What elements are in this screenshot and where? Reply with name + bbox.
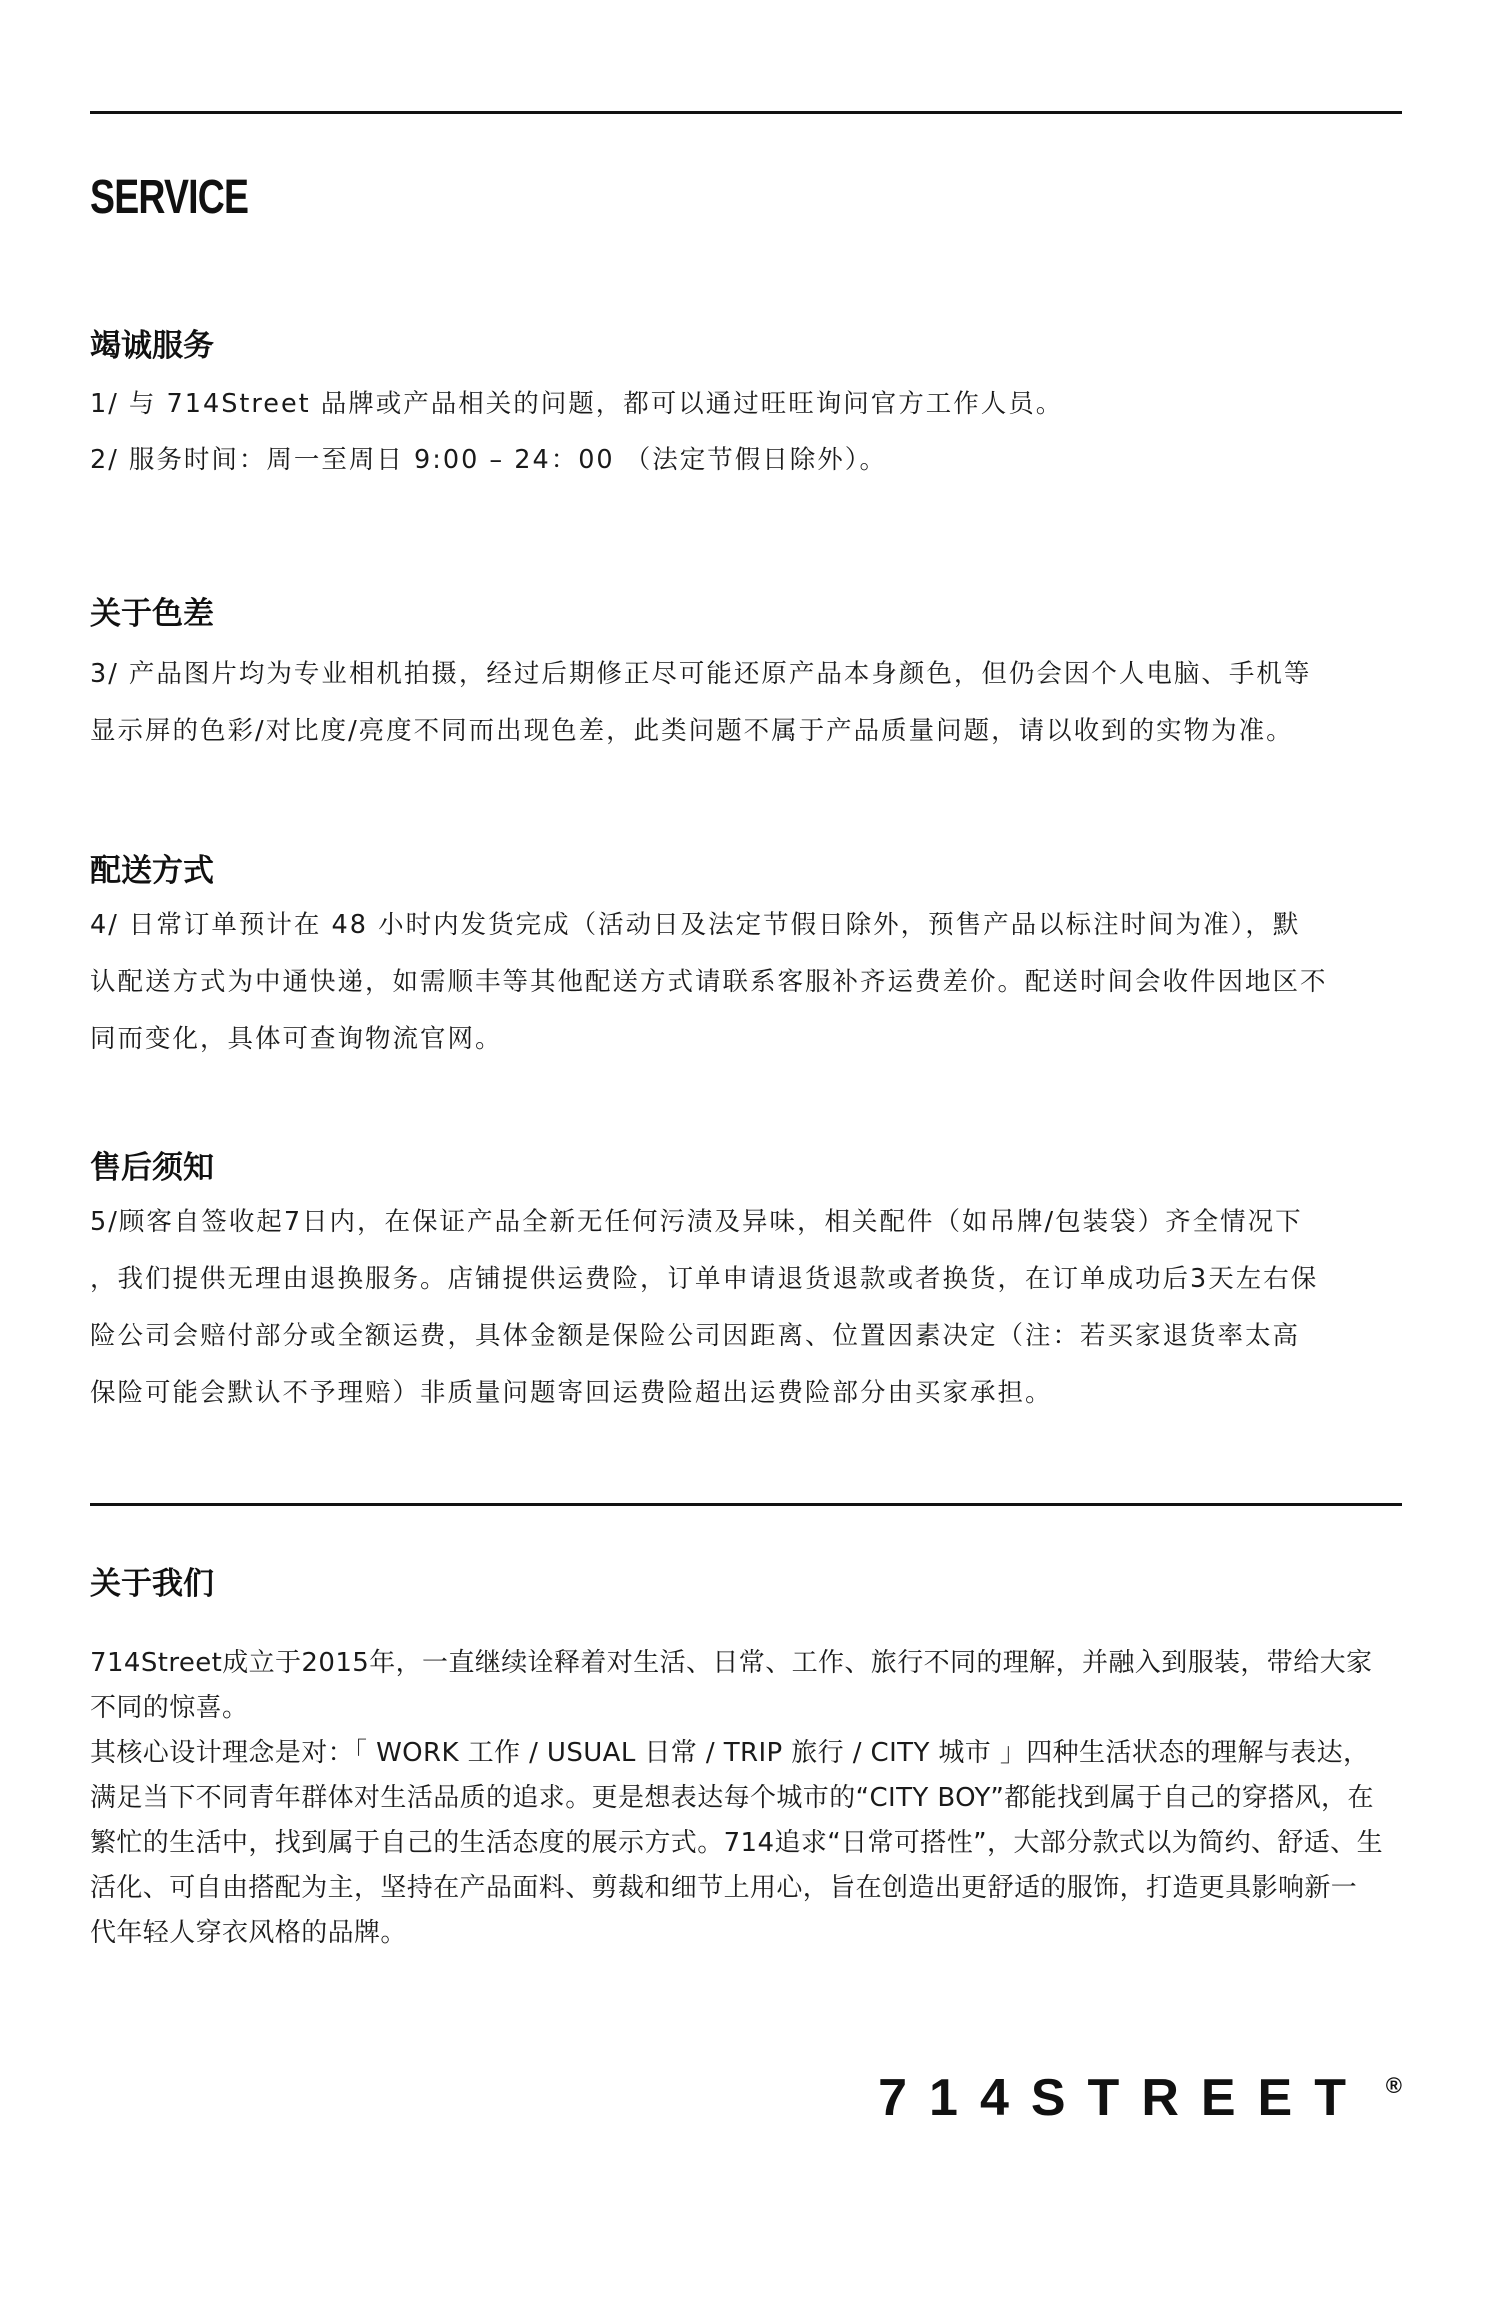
section-line: 显示屏的色彩/对比度/亮度不同而出现色差，此类问题不属于产品质量问题，请以收到的实物为准。 [90,716,1294,746]
section-line: 保险可能会默认不予理赔）非质量问题寄回运费险超出运费险部分由买家承担。 [90,1378,1053,1408]
about-line: 其核心设计理念是对：「 WORK 工作 / USUAL 日常 / TRIP 旅行 / CITY 城市 」四种生活状态的理解与表达， [90,1738,1370,1768]
about-line: 满足当下不同青年群体对生活品质的追求。更是想表达每个城市的“CITY BOY”都能找到属于自己的穿搭风，在 [90,1783,1374,1813]
section-heading-color: 关于色差 [90,596,214,632]
section-heading-delivery: 配送方式 [90,853,214,889]
brand-logo [878,2066,1368,2130]
section-heading-service: 竭诚服务 [90,328,214,364]
section-line: 5/顾客自签收起7日内，在保证产品全新无任何污渍及异味，相关配件（如吊牌/包装袋）齐全情况下 [90,1207,1303,1237]
about-line: 714Street成立于2015年，一直继续诠释着对生活、日常、工作、旅行不同的理解，并融入到服装，带给大家 [90,1648,1373,1678]
section-line: 同而变化，具体可查询物流官网。 [90,1024,503,1054]
brand-logo-text: 714STREET [878,2069,1368,2127]
section-line: 2/ 服务时间：周一至周日 9:00 – 24：00 （法定节假日除外）。 [90,445,888,475]
section-line: 1/ 与 714Street 品牌或产品相关的问题，都可以通过旺旺询问官方工作人员。 [90,389,1064,419]
about-heading: 关于我们 [90,1566,214,1602]
about-line: 不同的惊喜。 [90,1693,249,1723]
top-divider [90,111,1402,114]
middle-divider [90,1503,1402,1506]
about-line: 代年轻人穿衣风格的品牌。 [90,1918,407,1948]
section-line: 认配送方式为中通快递，如需顺丰等其他配送方式请联系客服补齐运费差价。配送时间会收件因地区不 [90,967,1328,997]
registered-mark: ® [1385,2073,1402,2098]
section-heading-aftersales: 售后须知 [90,1150,214,1186]
section-line: 3/ 产品图片均为专业相机拍摄，经过后期修正尽可能还原产品本身颜色，但仍会因个人电脑、手机等 [90,659,1312,689]
section-line: ，我们提供无理由退换服务。店铺提供运费险，订单申请退货退款或者换货，在订单成功后3天左右保 [90,1264,1319,1294]
page-title: SERVICE [90,171,249,224]
section-line: 4/ 日常订单预计在 48 小时内发货完成（活动日及法定节假日除外，预售产品以标注时间为准），默 [90,910,1301,940]
section-line: 险公司会赔付部分或全额运费，具体金额是保险公司因距离、位置因素决定（注：若买家退货率太高 [90,1321,1301,1351]
about-line: 繁忙的生活中，找到属于自己的生活态度的展示方式。714追求“日常可搭性”，大部分款式以为简约、舒适、生 [90,1828,1383,1858]
about-line: 活化、可自由搭配为主，坚持在产品面料、剪裁和细节上用心，旨在创造出更舒适的服饰，打造更具影响新一 [90,1873,1358,1903]
